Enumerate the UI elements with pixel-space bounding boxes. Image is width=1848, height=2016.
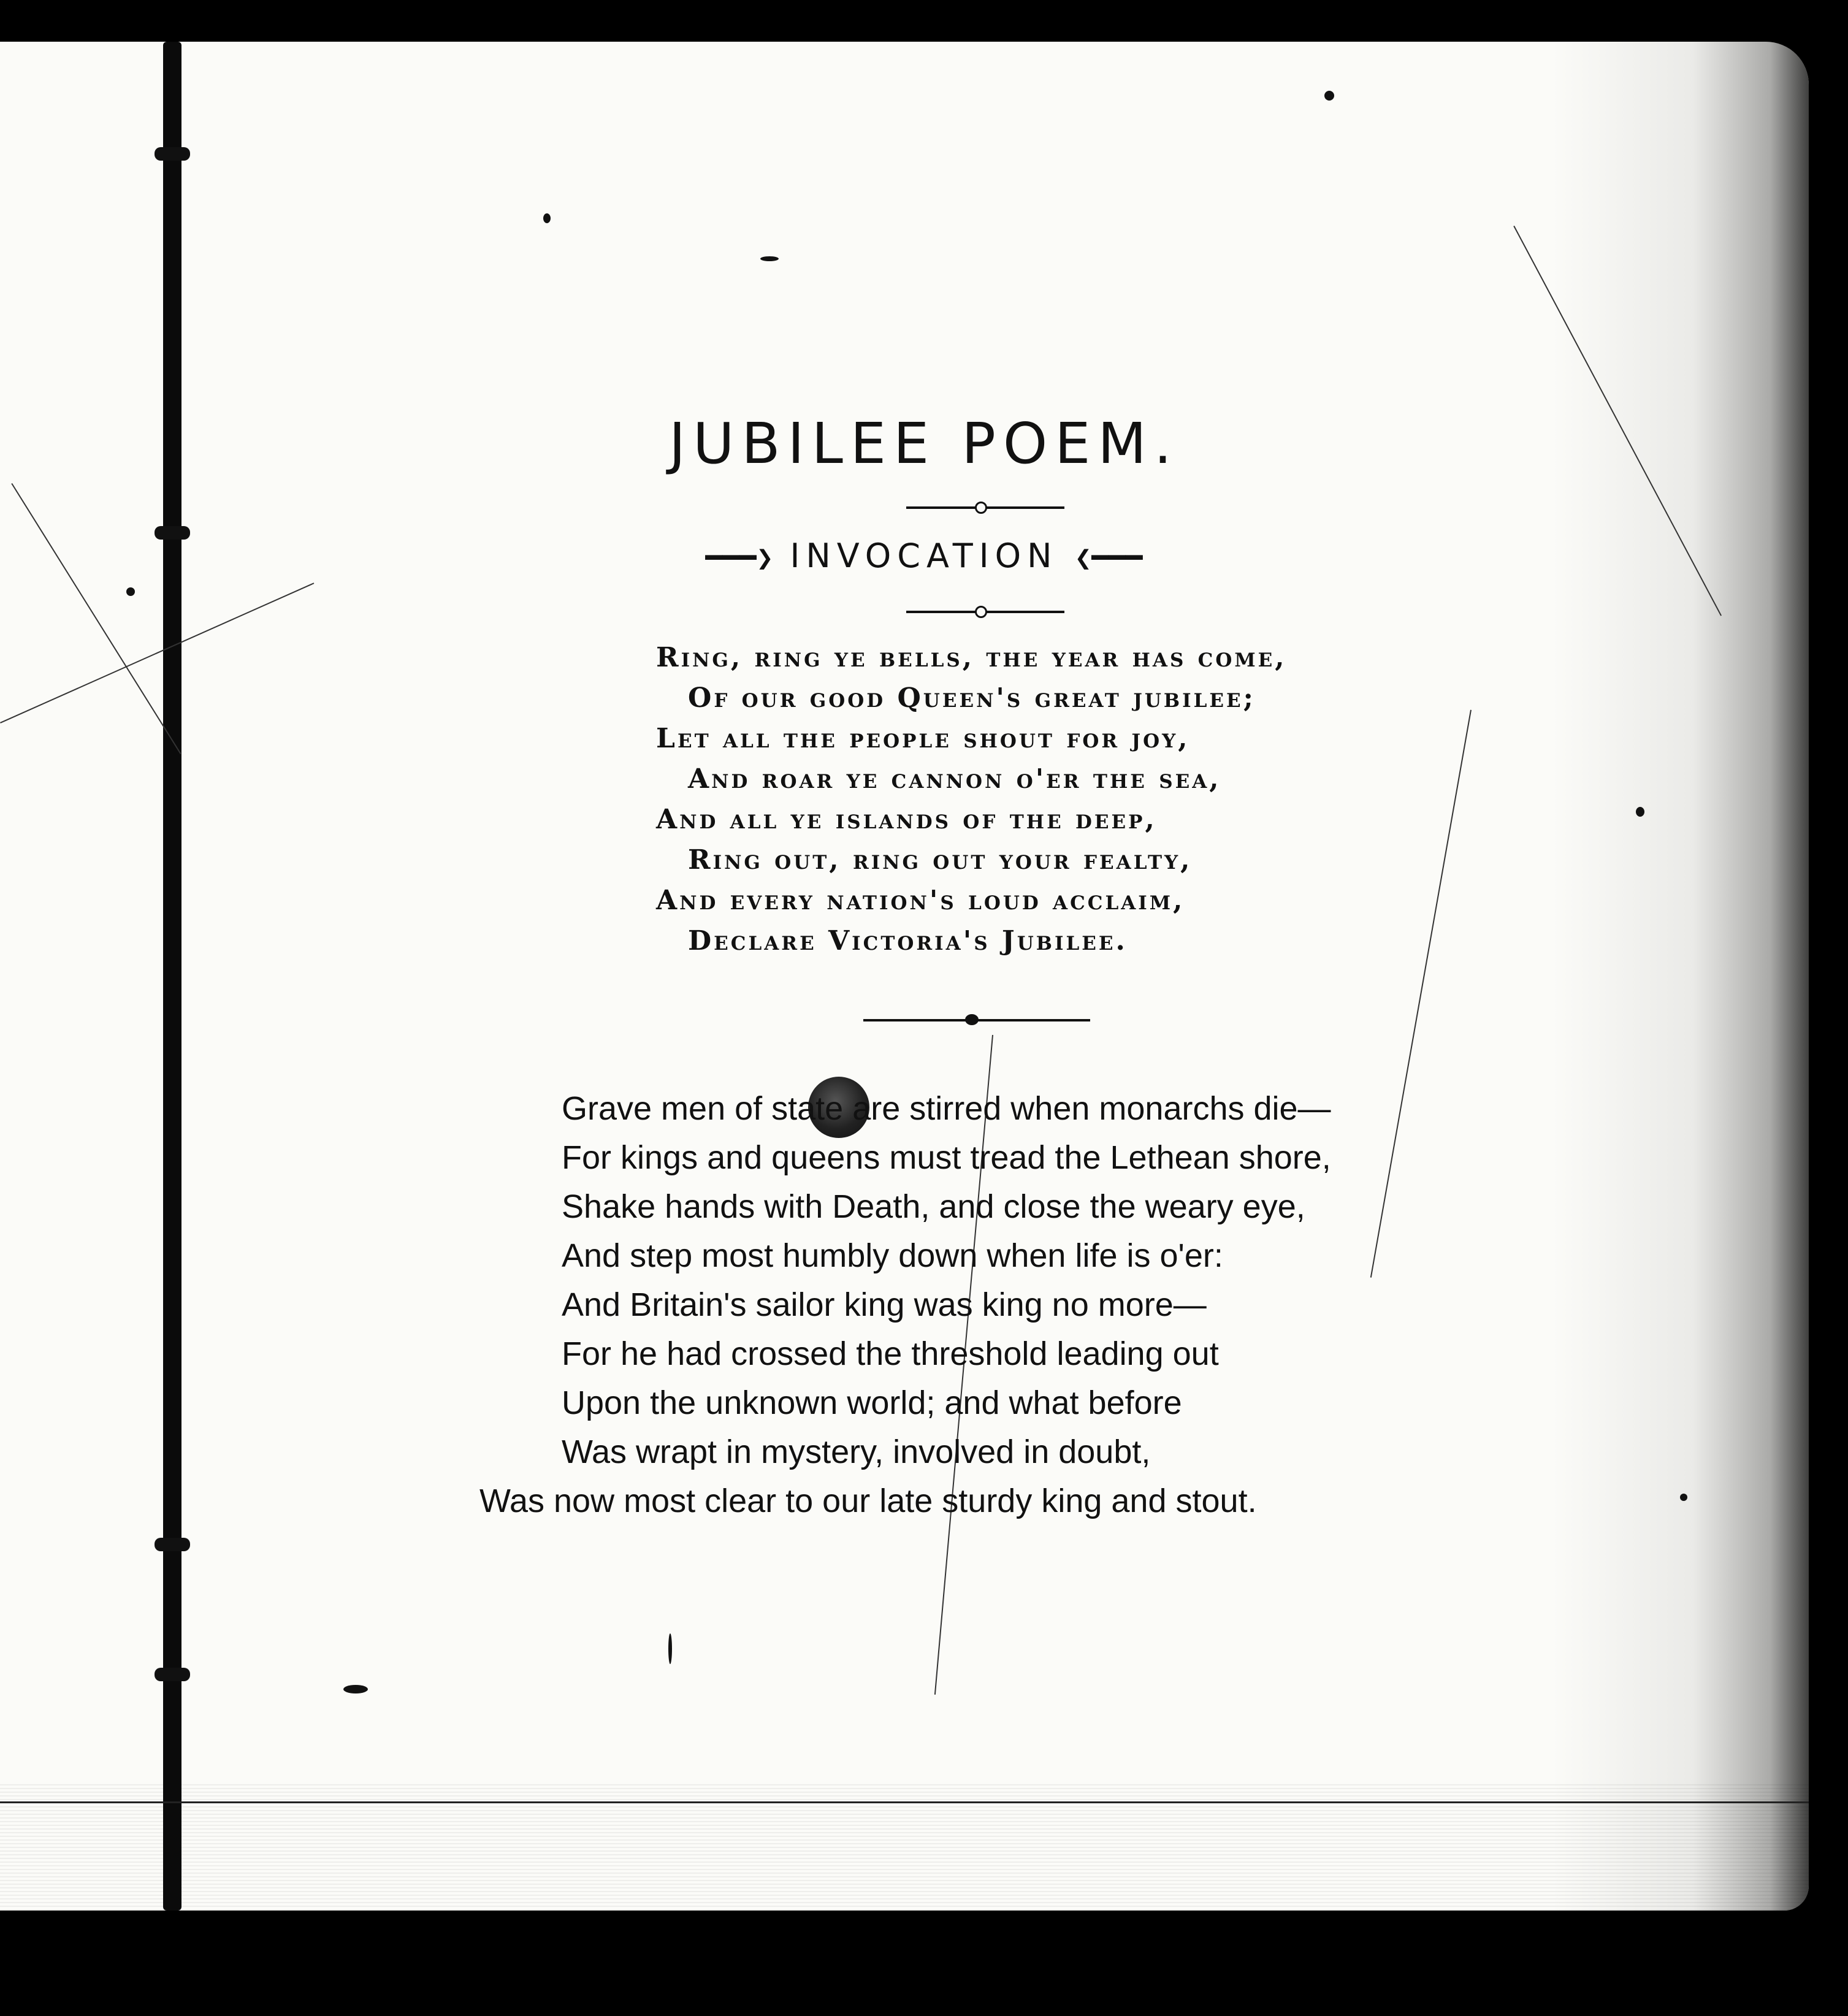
- divider-ornament: [975, 606, 987, 618]
- poem-line: Upon the unknown world; and what before: [562, 1384, 1182, 1421]
- bottom-rule-line: [0, 1801, 1809, 1803]
- ink-speck: [543, 213, 551, 223]
- paper-crack: [11, 483, 181, 754]
- poem-body: [472, 1084, 1514, 1525]
- stanza-line: Of our good Queen's great jubilee;: [688, 682, 1256, 714]
- ink-speck: [1636, 807, 1644, 817]
- ink-speck: [668, 1633, 672, 1664]
- ink-speck: [1680, 1494, 1687, 1501]
- ink-speck: [760, 256, 779, 261]
- ink-speck: [1324, 91, 1334, 101]
- page-edge-shadow: [1551, 42, 1809, 1911]
- poem-line: Grave men of state are stirred when monarchs die—: [562, 1090, 1331, 1127]
- stanza-line: Ring out, ring out your fealty,: [688, 844, 1193, 876]
- binding-spine: [163, 42, 181, 1911]
- ink-speck: [343, 1685, 368, 1693]
- ink-speck: [126, 587, 135, 596]
- poem-line: And Britain's sailor king was king no more—: [562, 1286, 1207, 1323]
- section-heading: INVOCATION: [790, 536, 1058, 575]
- scanned-page: [0, 42, 1809, 1911]
- stanza-line: And roar ye cannon o'er the sea,: [688, 763, 1221, 795]
- divider-ornament: [975, 502, 987, 514]
- poem-title: JUBILEE POEM.: [668, 411, 1180, 476]
- stanza-line: Let all the people shout for joy,: [656, 723, 1190, 754]
- ornament-left: ━━━❯: [705, 541, 774, 574]
- poem-line: For he had crossed the threshold leading out: [562, 1335, 1219, 1372]
- poem-line: And step most humbly down when life is o'er:: [562, 1237, 1223, 1274]
- spine-notch: [155, 147, 190, 161]
- stanza-line: And every nation's loud acclaim,: [656, 885, 1185, 916]
- divider-diamond: [965, 1014, 979, 1025]
- stanza-line: Ring, ring ye bells, the year has come,: [656, 642, 1287, 673]
- stanza-line: Declare Victoria's Jubilee.: [688, 925, 1128, 956]
- paper-crack: [0, 582, 314, 724]
- spine-notch: [155, 1668, 190, 1681]
- poem-line: Shake hands with Death, and close the weary eye,: [562, 1188, 1305, 1225]
- poem-line: Was wrapt in mystery, involved in doubt,: [562, 1434, 1151, 1470]
- section-heading-row: [0, 536, 1848, 575]
- ornament-right: ❮━━━: [1074, 541, 1143, 574]
- spine-notch: [155, 1538, 190, 1551]
- poem-line: For kings and queens must tread the Lethean shore,: [562, 1139, 1331, 1176]
- poem-line: Was now most clear to our late sturdy king and stout.: [479, 1483, 1257, 1519]
- stanza-line: And all ye islands of the deep,: [656, 804, 1157, 835]
- invocation-stanza: [656, 638, 1392, 961]
